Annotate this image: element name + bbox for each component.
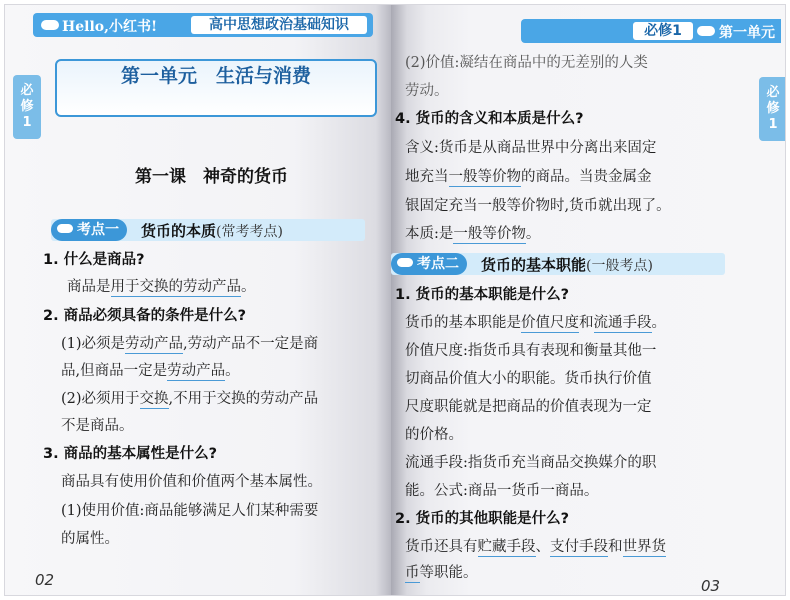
unit-label bbox=[697, 22, 775, 42]
text: ,不用于交换的劳动产品 bbox=[168, 391, 319, 407]
text-line: 流通手段:指货币充当商品交换媒介的职 bbox=[405, 455, 657, 471]
text-line: 切商品价值大小的职能。货币执行价值 bbox=[405, 371, 652, 387]
kaodian-name-text: 货币的基本职能 bbox=[481, 256, 587, 274]
kaodian-bar-2 bbox=[391, 253, 725, 275]
question-2: 2. 商品必须具备的条件是什么? bbox=[43, 308, 247, 324]
text-line bbox=[405, 222, 540, 243]
kaodian-badge-text: 考点一 bbox=[77, 222, 119, 238]
text: 等职能。 bbox=[419, 565, 478, 581]
side-tab-char: 1 bbox=[22, 115, 32, 130]
text: 商品是 bbox=[67, 279, 111, 295]
badge-pill-icon bbox=[397, 258, 413, 267]
text-line: 尺度职能就是把商品的价值表现为一定 bbox=[405, 399, 652, 415]
question-4: 4. 货币的含义和本质是什么? bbox=[395, 111, 584, 127]
side-tab-char: 修 bbox=[766, 101, 780, 116]
answer-2-line-4: 不是商品。 bbox=[61, 418, 134, 434]
text: 本质:是 bbox=[405, 226, 454, 242]
text-line: 能。公式:商品一货币一商品。 bbox=[405, 483, 599, 499]
side-tab-left bbox=[13, 75, 41, 139]
key-term: 币 bbox=[405, 565, 420, 581]
answer-3-line-2: (1)使用价值:商品能够满足人们某种需要 bbox=[61, 503, 319, 519]
key-term: 世界货 bbox=[622, 539, 666, 555]
left-page bbox=[5, 5, 391, 596]
key-term: 价值尺度 bbox=[521, 315, 579, 331]
kaodian-name bbox=[141, 220, 283, 241]
key-term: 交换 bbox=[139, 391, 169, 407]
text: 的商品。当贵金属金 bbox=[521, 169, 652, 185]
side-tab-char: 必 bbox=[20, 83, 34, 98]
unit-title: 第一单元 生活与消费 bbox=[55, 59, 377, 117]
text-line: (2)价值:凝结在商品中的无差别的人类 bbox=[405, 55, 648, 71]
answer-2-line-3 bbox=[61, 387, 318, 408]
book-title: 高中思想政治基础知识 bbox=[191, 16, 367, 34]
kaodian-name-text: 货币的本质 bbox=[141, 222, 217, 240]
text: 。 bbox=[651, 315, 666, 331]
kaodian-badge bbox=[391, 253, 467, 275]
kaodian-bar-1 bbox=[51, 219, 365, 241]
text: 地充当 bbox=[405, 169, 449, 185]
text: 、 bbox=[535, 539, 550, 555]
volume-label: 必修1 bbox=[633, 22, 693, 40]
page-number-right: 03 bbox=[701, 577, 721, 595]
text: 货币的基本职能是 bbox=[405, 315, 521, 331]
text: 货币还具有 bbox=[405, 539, 478, 555]
question-1: 1. 什么是商品? bbox=[43, 252, 145, 268]
unit-pill-icon bbox=[697, 26, 715, 36]
kaodian-name bbox=[481, 254, 653, 275]
question-6: 2. 货币的其他职能是什么? bbox=[395, 511, 570, 527]
open-book bbox=[4, 4, 786, 596]
answer-2-line-2 bbox=[61, 359, 240, 380]
badge-pill-icon bbox=[57, 224, 73, 233]
text: ,劳动产品不一定是商 bbox=[183, 336, 319, 352]
kaodian-badge-text: 考点二 bbox=[417, 256, 459, 272]
text-line bbox=[405, 535, 666, 556]
text-line bbox=[405, 561, 478, 582]
answer-1 bbox=[67, 275, 256, 296]
key-term: 流通手段 bbox=[593, 315, 652, 331]
key-term: 一般等价物 bbox=[448, 169, 521, 185]
text: (1)必须是 bbox=[61, 336, 126, 352]
answer-3-line-1: 商品具有使用价值和价值两个基本属性。 bbox=[61, 474, 322, 490]
side-tab-right bbox=[759, 77, 786, 141]
text: 和 bbox=[579, 315, 594, 331]
text: (2)必须用于 bbox=[61, 391, 140, 407]
kaodian-note: (常考考点) bbox=[216, 224, 283, 240]
answer-3-line-3: 的属性。 bbox=[61, 531, 119, 547]
left-header bbox=[33, 13, 373, 37]
text-line: 的价格。 bbox=[405, 427, 463, 443]
brand-text: Hello,小红书! bbox=[62, 19, 158, 35]
right-page bbox=[391, 5, 786, 596]
lesson-title: 第一课 神奇的货币 bbox=[135, 167, 288, 187]
text-line bbox=[405, 311, 666, 332]
key-term: 劳动产品 bbox=[167, 363, 226, 379]
key-term: 贮藏手段 bbox=[477, 539, 536, 555]
brand-label bbox=[41, 16, 157, 36]
text: 。 bbox=[525, 226, 541, 242]
answer-2-line-1 bbox=[61, 332, 318, 353]
text-line: 银固定充当一般等价物时,货币就出现了。 bbox=[405, 198, 671, 214]
question-3: 3. 商品的基本属性是什么? bbox=[43, 446, 218, 462]
side-tab-char: 1 bbox=[768, 117, 778, 132]
kaodian-badge bbox=[51, 219, 127, 241]
brand-pill-icon bbox=[41, 20, 59, 30]
right-header bbox=[521, 19, 781, 43]
side-tab-char: 修 bbox=[20, 99, 34, 114]
text: 。 bbox=[225, 363, 240, 379]
key-term: 用于交换的劳动产品 bbox=[110, 279, 241, 295]
unit-text: 第一单元 bbox=[719, 25, 775, 41]
text-line: 价值尺度:指货币具有表现和衡量其他一 bbox=[405, 343, 657, 359]
text: 品,但商品一定是 bbox=[61, 363, 168, 379]
key-term: 劳动产品 bbox=[125, 336, 184, 352]
question-5: 1. 货币的基本职能是什么? bbox=[395, 287, 570, 303]
text-line: 劳动。 bbox=[405, 83, 449, 99]
kaodian-note: (一般考点) bbox=[586, 258, 653, 274]
page-number-left: 02 bbox=[35, 571, 55, 589]
text: 。 bbox=[241, 279, 256, 295]
text-line bbox=[405, 165, 652, 186]
text-line: 含义:货币是从商品世界中分离出来固定 bbox=[405, 140, 657, 156]
key-term: 支付手段 bbox=[550, 539, 608, 555]
side-tab-char: 必 bbox=[766, 85, 780, 100]
key-term: 一般等价物 bbox=[453, 226, 526, 242]
text: 和 bbox=[608, 539, 623, 555]
